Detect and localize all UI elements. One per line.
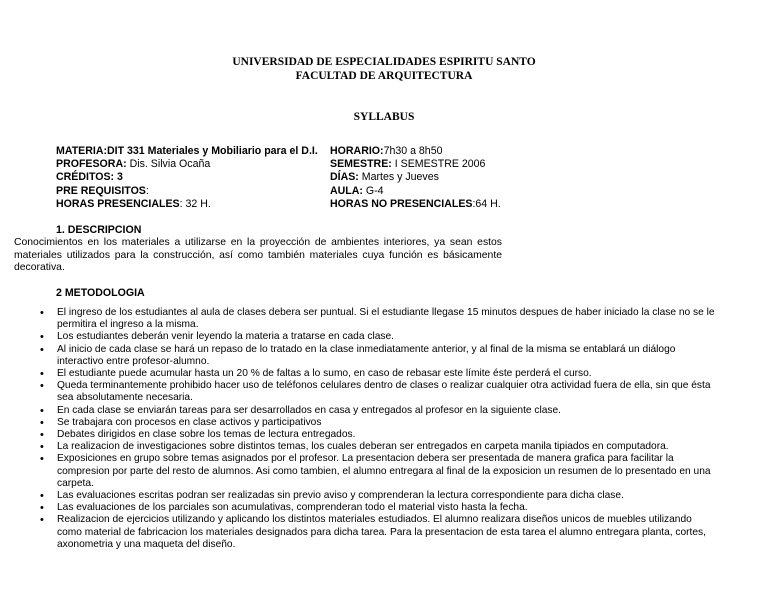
list-item: • Al inicio de cada clase se hará un repaso de lo tratado en la clase inmediatamente anterior, y al final de la misma se entablará un diálogo interactivo entre profesor-alumno. [40, 344, 716, 368]
list-item: • La realizacion de investigaciones sobre distintos temas, los cuales deberan ser entregados en carpeta manila tipiados en computadora. [40, 441, 716, 453]
info-dias: DÍAS: Martes y Jueves [330, 171, 439, 184]
metodologia-list [40, 307, 716, 551]
list-item: • El estudiante puede acumular hasta un 20 % de faltas a lo sumo, en caso de rebasar este límite éste perderá el curso. [40, 368, 716, 380]
info-horario: HORARIO:7h30 a 8h50 [330, 145, 443, 157]
info-aula: AULA: G-4 [330, 184, 384, 197]
section-metodologia-heading: 2 METODOLOGIA [56, 287, 145, 299]
info-creditos: CRÉDITOS: 3 [56, 171, 123, 184]
list-item: • Se trabajara con procesos en clase activos y participativos [40, 417, 716, 429]
list-item: • En cada clase se enviarán tareas para ser desarrollados en casa y entregados al profesor en la siguiente clase. [40, 405, 716, 417]
course-info-right [330, 145, 501, 211]
list-item: • Debates dirigidos en clase sobre los temas de lectura entregados. [40, 429, 716, 441]
list-item: • El ingreso de los estudiantes al aula de clases debera ser puntual. Si el estudiante llegase 15 minutos despues de haber iniciado la clase no se le permitira el ingreso a la misma. [40, 307, 716, 331]
info-prerequisitos: PRE REQUISITOS: [56, 184, 149, 197]
info-semestre: SEMESTRE: I SEMESTRE 2006 [330, 158, 486, 171]
info-materia: MATERIA:DIT 331 Materiales y Mobiliario para el D.I. [56, 145, 318, 157]
document-title: SYLLABUS [353, 111, 415, 123]
info-horas-no-presenciales: HORAS NO PRESENCIALES:64 H. [330, 197, 501, 210]
list-item: • Exposiciones en grupo sobre temas asignados por el profesor. La presentacion debera ser presentada de manera grafica para facilitar la compresion por parte del resto de alumnos. Asi como tambien, el alumno entregara al final de la exposicion un resumen de lo presentado en una carpeta. [40, 453, 716, 490]
list-item: • Las evaluaciones escritas podran ser realizadas sin previo aviso y comprenderan la lectura correspondiente para dicha clase. [40, 490, 716, 502]
university-name: UNIVERSIDAD DE ESPECIALIDADES ESPIRITU SANTO [232, 56, 536, 68]
section-descripcion-text: Conocimientos en los materiales a utilizarse en la proyección de ambientes interiores, ya sean estos materiales utilizados para la construcción, así como también materiales cuya función es básicamente decorativa. [14, 237, 502, 274]
info-profesora: PROFESORA: Dis. Silvia Ocaña [56, 158, 211, 171]
list-item: • Los estudiantes deberán venir leyendo la materia a tratarse en cada clase. [40, 331, 716, 343]
list-item: • Las evaluaciones de los parciales son acumulativas, comprenderan todo el material visto hasta la fecha. [40, 502, 716, 514]
faculty-name: FACULTAD DE ARQUITECTURA [295, 70, 473, 82]
list-item: • Queda terminantemente prohibido hacer uso de teléfonos celulares dentro de clases o realizar cualquier otra actividad fuera de ella, sin que ésta sea absolutamente necesaria. [40, 380, 716, 404]
info-horas-presenciales: HORAS PRESENCIALES: 32 H. [56, 197, 211, 210]
section-descripcion-heading: 1. DESCRIPCION [56, 224, 142, 236]
course-info-left [56, 145, 318, 211]
list-item: • Realizacion de ejercicios utilizando y aplicando los distintos materiales estudiados. El alumno realizara diseños unicos de muebles utilizando como material de fabricacion los materiales designados para dicha tarea. Para la presentacion de esta tarea el alumno entregara planta, cortes, axonometria y una maqueta del diseño. [40, 514, 716, 551]
